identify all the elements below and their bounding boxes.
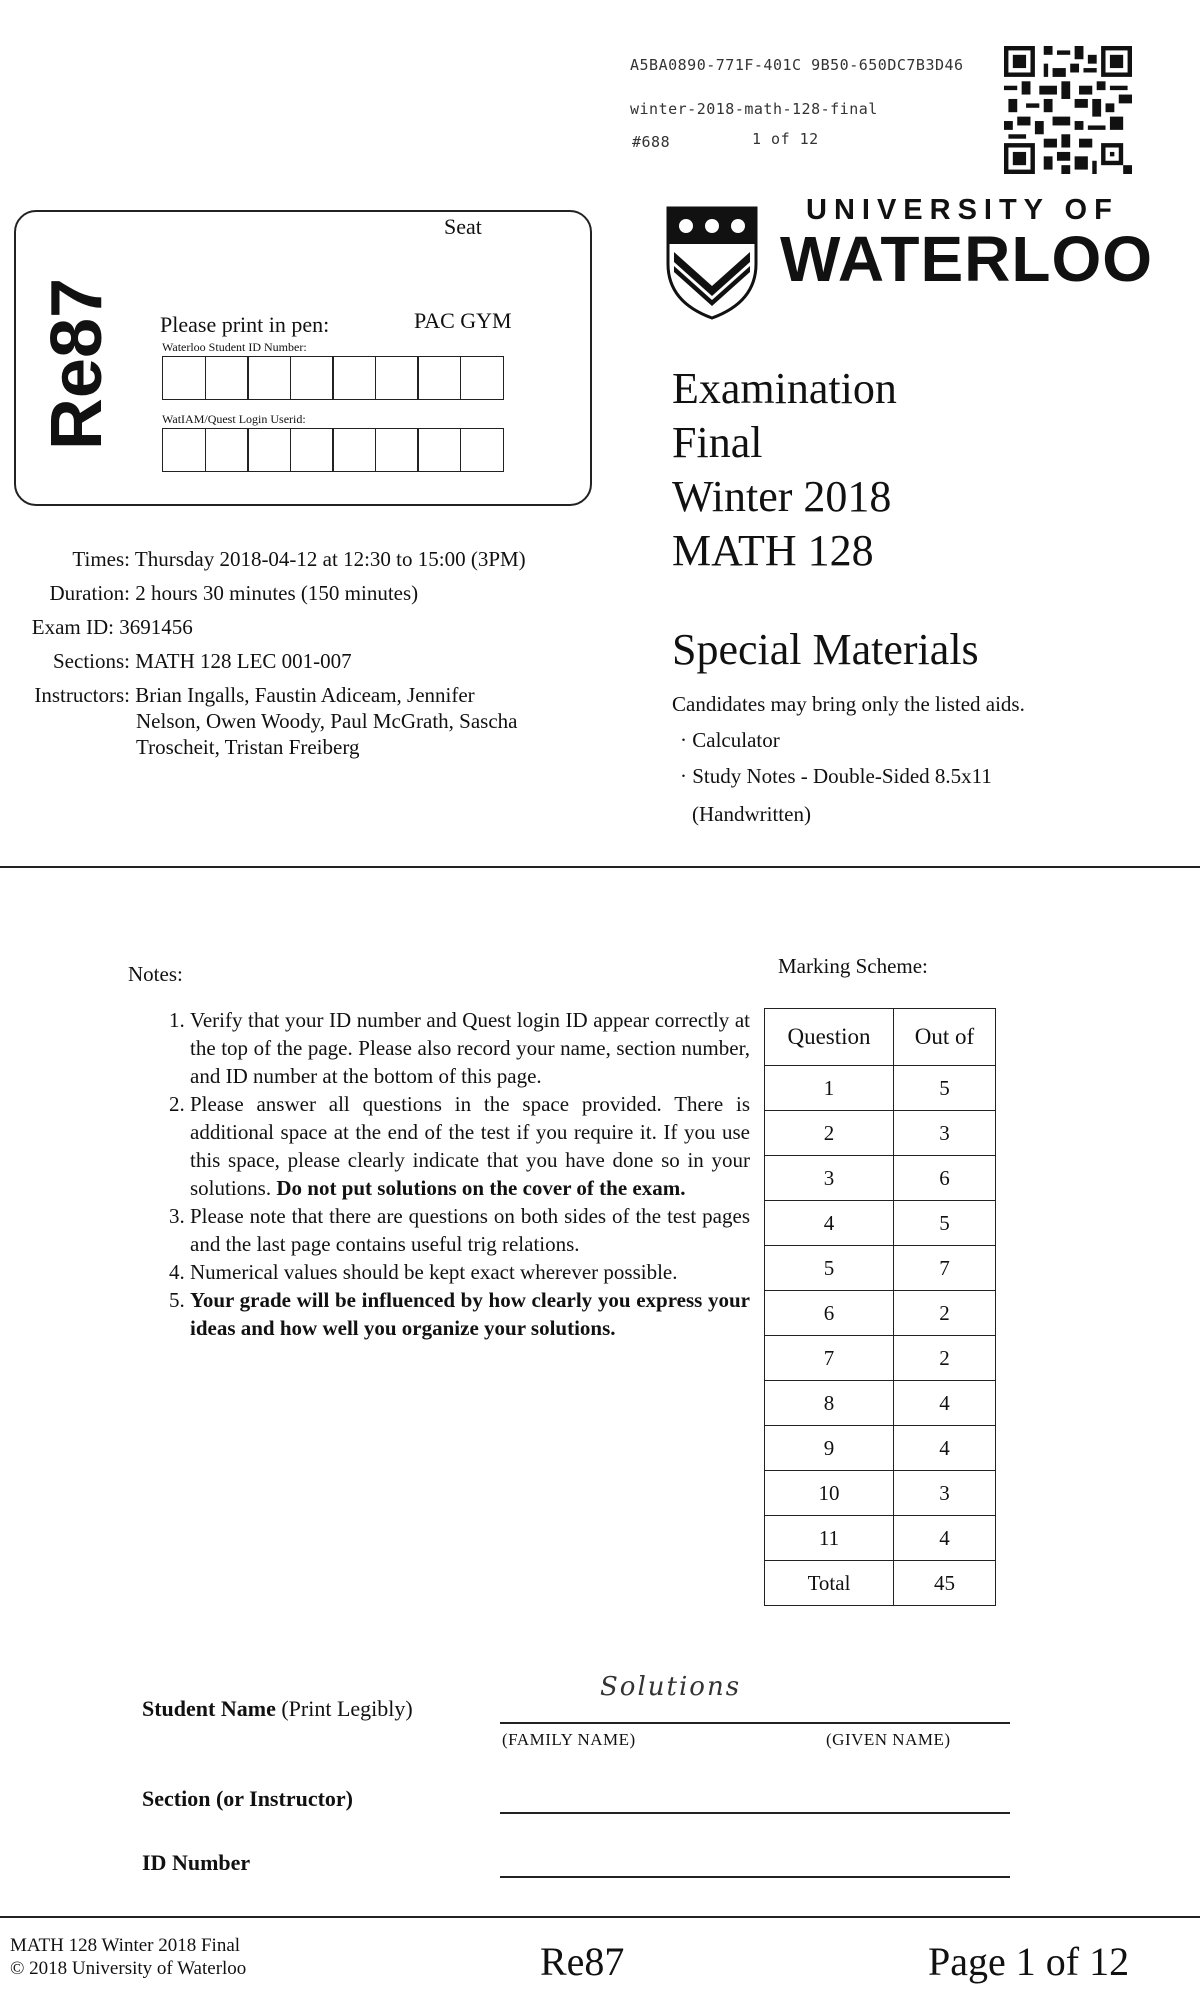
marking-scheme-row [765,1336,996,1381]
student-name-hint: (Print Legibly) [281,1696,413,1721]
exam-title-line-3: Winter 2018 [672,472,892,521]
total-row [765,1561,996,1606]
qr-code-icon [1004,46,1132,174]
duration-label: Duration: [49,581,130,605]
instructors-line-1: Brian Ingalls, Faustin Adiceam, Jennifer [135,683,475,707]
question-out-of: 4 [894,1381,996,1426]
exam-copy-number: #688 [632,133,671,151]
question-out-of: 6 [894,1156,996,1201]
university-line-2: WATERLOO [780,223,1153,295]
question-out-of: 4 [894,1426,996,1471]
student-name-line[interactable] [500,1722,1010,1724]
exam-title-line-1: Examination [672,364,897,413]
footer-room-code: Re87 [540,1939,625,1984]
exam-info [20,546,526,760]
times-value: Thursday 2018-04-12 at 12:30 to 15:00 (3PM) [134,547,526,571]
university-crest-icon [664,204,760,322]
id-number-line[interactable] [500,1876,1010,1878]
notes-heading: Notes: [128,962,183,986]
special-materials-intro: Candidates may bring only the listed aids. [672,692,1025,716]
family-name-caption: (FAMILY NAME) [502,1730,636,1749]
room-code-vertical [22,252,132,476]
student-id-boxes[interactable] [162,356,502,400]
aid-item-handwritten: (Handwritten) [692,802,811,826]
note-item: 1. Verify that your ID number and Quest login ID appear correctly at the top of the page. Please also record your name, section number, and ID number at the bottom of this page. [190,1006,750,1090]
page-of-count: 1 of 12 [752,130,819,148]
marking-scheme-row [765,1111,996,1156]
question-out-of: 3 [894,1111,996,1156]
seat-label: Seat [444,214,482,239]
marking-scheme-table [764,1008,996,1606]
question-out-of: 5 [894,1201,996,1246]
note-item: 2. Please answer all questions in the space provided. There is additional space at the end of the test if you require it. If you use this space, please clearly indicate that you have done so in your solutions. Do not put solutions on the cover of the exam. [190,1090,750,1202]
note-item: 4. Numerical values should be kept exact wherever possible. [190,1258,750,1286]
header-separator [0,866,1200,868]
footer-separator [0,1916,1200,1918]
question-number: 3 [765,1156,894,1201]
marking-scheme-row [765,1291,996,1336]
marking-scheme-heading: Marking Scheme: [778,954,928,978]
exam-title [672,362,897,578]
exam-id-label: Exam ID: [31,615,114,639]
print-instruction: Please print in pen: [160,312,330,337]
room-code: Re87 [37,277,117,451]
instructors-line-3: Troscheit, Tristan Freiberg [136,735,360,759]
marking-scheme-row [765,1471,996,1516]
footer-course-line: MATH 128 Winter 2018 Final [10,1935,241,1956]
section-label: Section (or Instructor) [142,1786,353,1811]
question-out-of: 3 [894,1471,996,1516]
instructors-line-2: Nelson, Owen Woody, Paul McGrath, Sascha [136,709,518,733]
aid-item-label: Calculator [692,728,780,752]
question-number: 10 [765,1471,894,1516]
university-line-1: UNIVERSITY OF [806,194,1119,226]
marking-scheme-row [765,1426,996,1471]
aid-item-study-notes: · Study Notes - Double-Sided 8.5x11 [680,764,992,788]
question-out-of: 2 [894,1291,996,1336]
special-materials-heading: Special Materials [672,625,979,674]
duration-value: 2 hours 30 minutes (150 minutes) [135,581,419,605]
marking-scheme-row [765,1246,996,1291]
sections-value: MATH 128 LEC 001-007 [135,649,352,673]
aid-item-calculator: · Calculator [680,728,780,752]
question-out-of: 2 [894,1336,996,1381]
exam-location: PAC GYM [414,308,512,333]
question-out-of: 5 [894,1066,996,1111]
student-name-handwritten: Solutions [600,1672,742,1702]
section-line[interactable] [500,1812,1010,1814]
question-number: 8 [765,1381,894,1426]
question-out-of: 7 [894,1246,996,1291]
question-out-of: 4 [894,1516,996,1561]
question-number: 9 [765,1426,894,1471]
times-label: Times: [72,547,130,571]
col-out-of-header: Out of [894,1009,996,1066]
document-uuid: A5BA0890-771F-401C 9B50-650DC7B3D46 [630,56,964,74]
given-name-caption: (GIVEN NAME) [826,1730,951,1749]
exam-title-line-2: Final [672,418,763,467]
footer-copyright: © 2018 University of Waterloo [10,1958,247,1979]
instructors-label: Instructors: [34,683,130,707]
sections-label: Sections: [53,649,130,673]
marking-scheme-row [765,1066,996,1111]
student-id-label: Waterloo Student ID Number: [162,340,307,354]
total-value: 45 [894,1561,996,1606]
login-userid-label: WatIAM/Quest Login Userid: [162,412,306,426]
marking-scheme-row [765,1516,996,1561]
question-number: 1 [765,1066,894,1111]
col-question-header: Question [765,1009,894,1066]
exam-title-line-4: MATH 128 [672,526,874,575]
marking-scheme-row [765,1201,996,1246]
total-label: Total [765,1561,894,1606]
marking-scheme-rows [765,1066,996,1561]
question-number: 5 [765,1246,894,1291]
question-number: 11 [765,1516,894,1561]
footer-page-label: Page 1 of 12 [928,1939,1130,1984]
question-number: 6 [765,1291,894,1336]
student-name-label: Student Name (Print Legibly) [142,1696,413,1721]
note-item: 3. Please note that there are questions on both sides of the test pages and the last page contains useful trig relations. [190,1202,750,1258]
exam-id-value: 3691456 [119,615,193,639]
question-number: 4 [765,1201,894,1246]
question-number: 7 [765,1336,894,1381]
seat-card [14,210,592,506]
footer-course [10,1934,246,1980]
marking-scheme-row [765,1381,996,1426]
notes-list [142,1006,750,1342]
aid-item-label: Study Notes - Double-Sided 8.5x11 [692,764,992,788]
login-userid-boxes[interactable] [162,428,502,472]
question-number: 2 [765,1111,894,1156]
document-course-code: winter-2018-math-128-final [630,100,878,118]
note-item: 5. Your grade will be influenced by how clearly you express your ideas and how well you organize your solutions. [190,1286,750,1342]
marking-scheme-row [765,1156,996,1201]
id-number-label: ID Number [142,1850,251,1875]
